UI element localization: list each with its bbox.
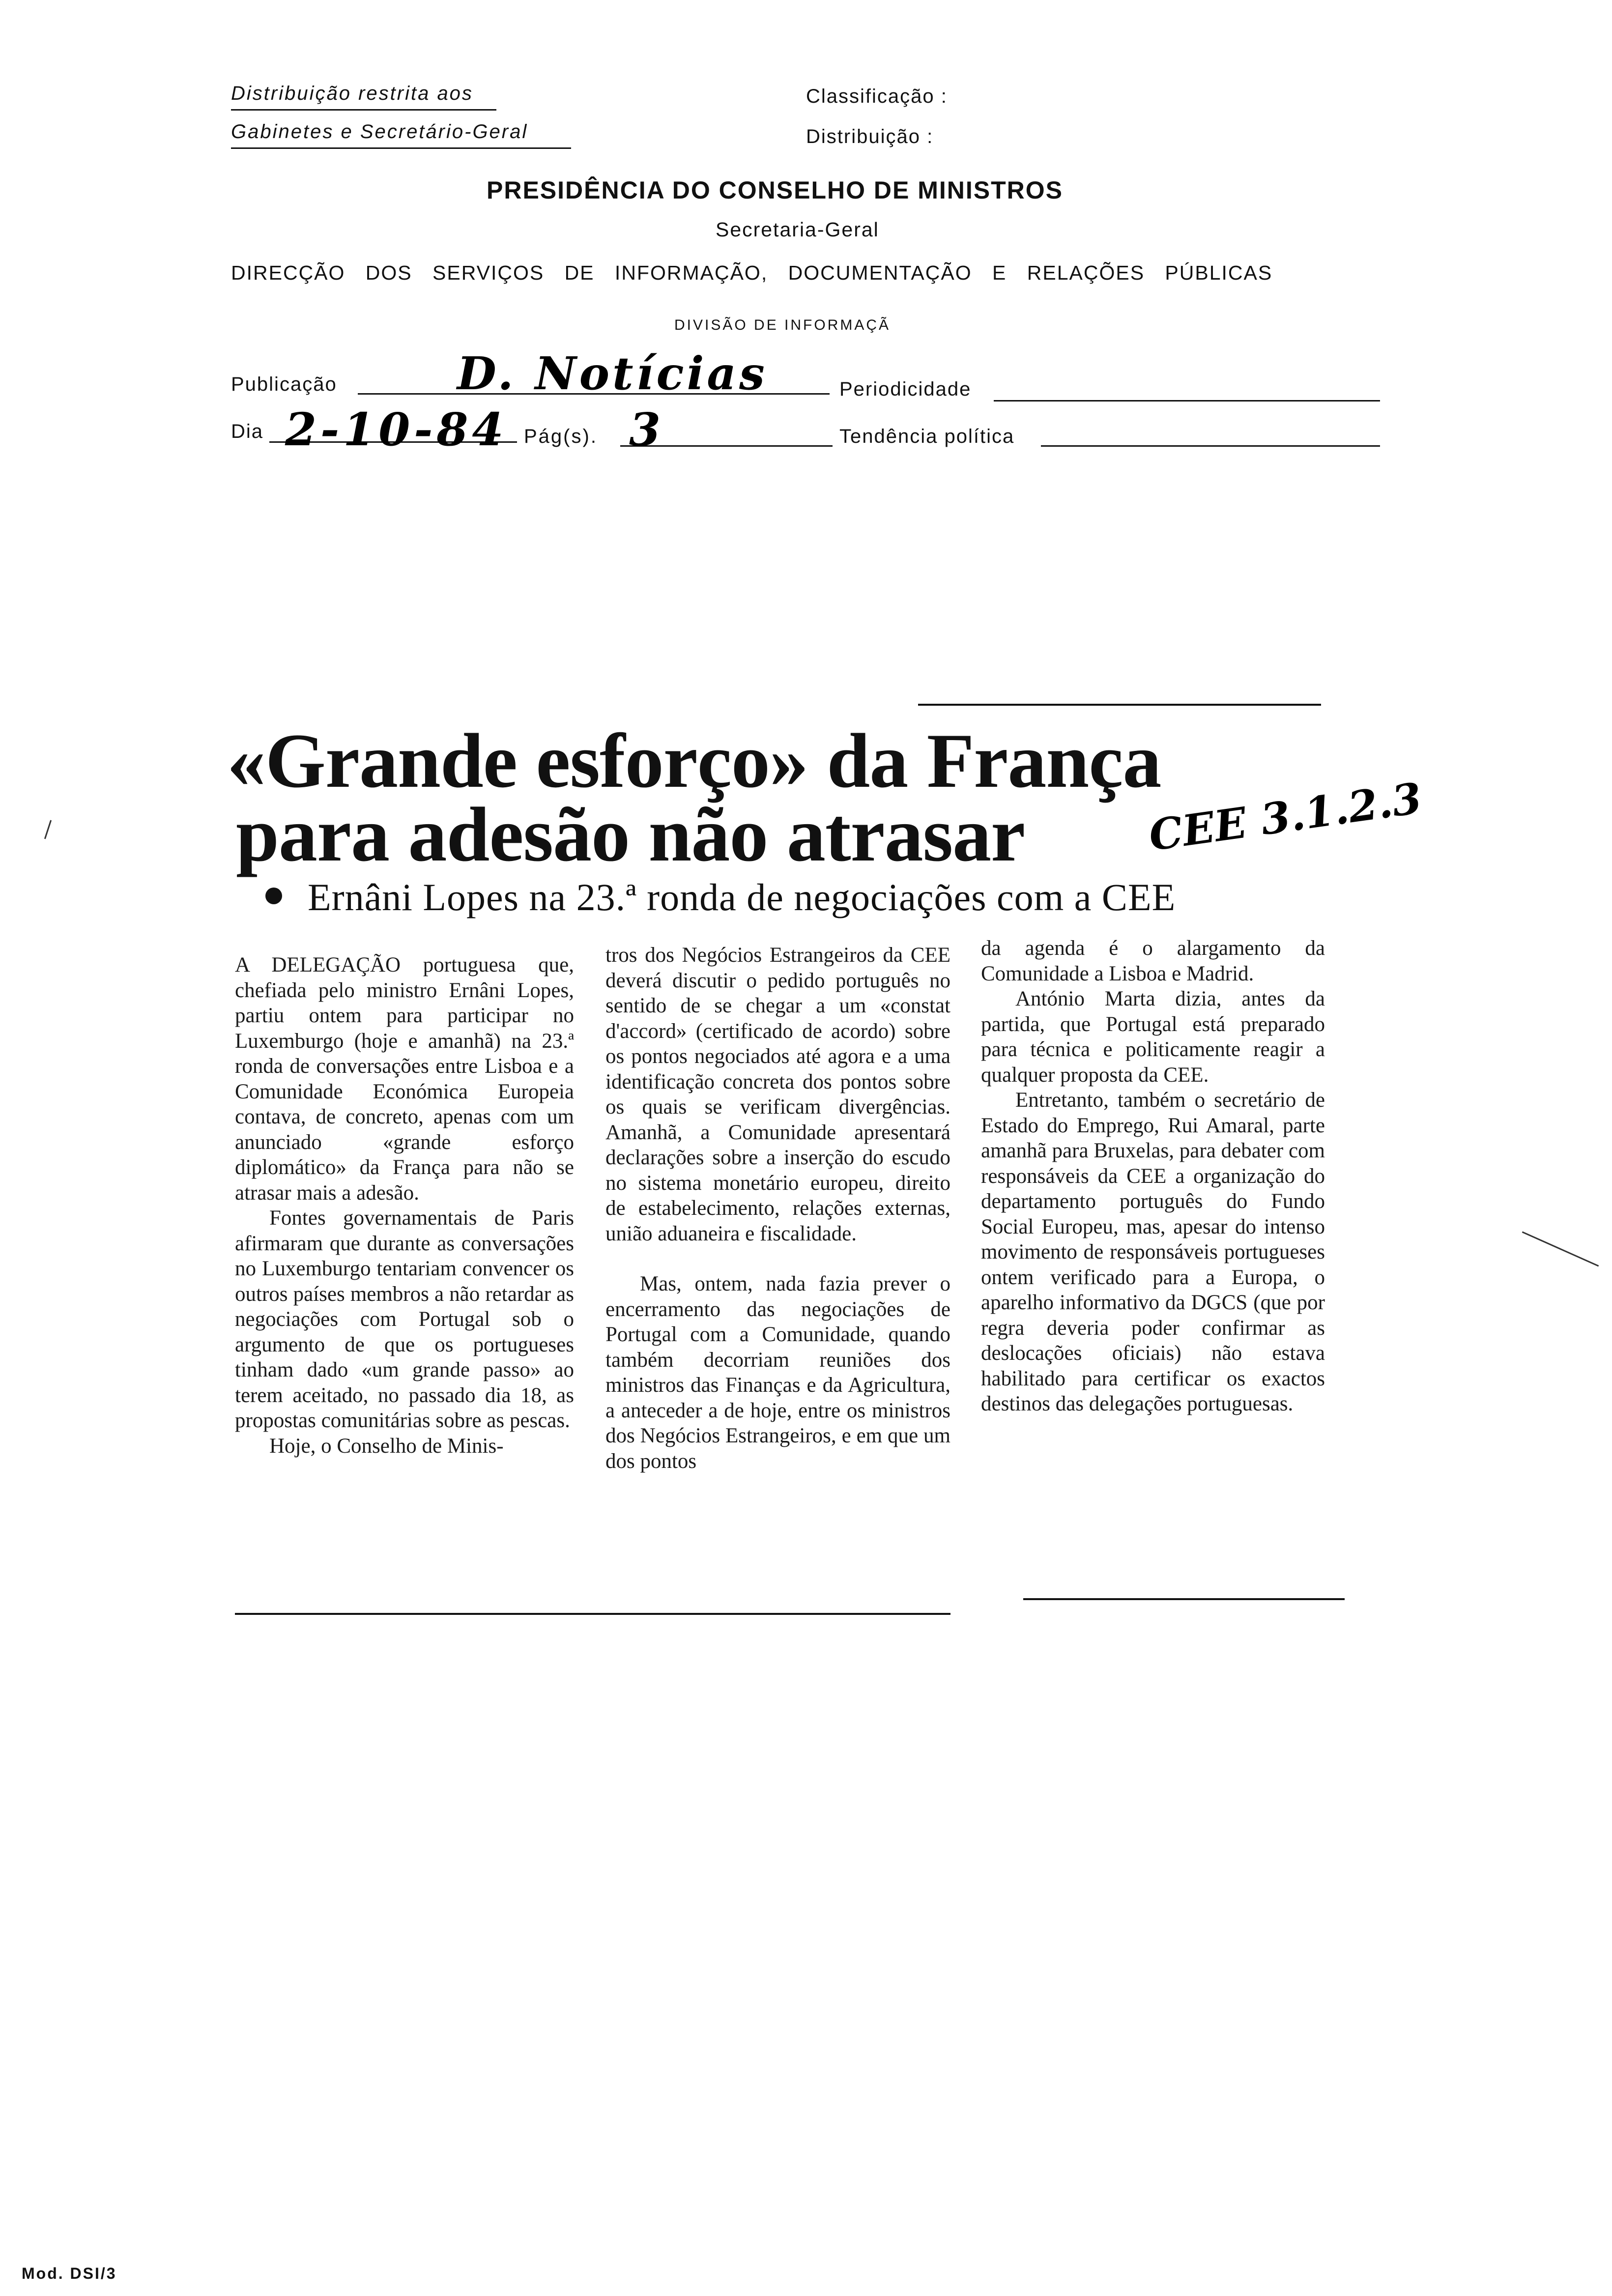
article-column-3	[981, 936, 1325, 1590]
article-column-2	[605, 943, 950, 1611]
publication-label: Publicação	[231, 373, 337, 395]
tendency-label: Tendência política	[839, 426, 1015, 447]
article-bottom-rule-right	[1023, 1598, 1345, 1600]
headline-line2: para adesão não atrasar	[236, 792, 1025, 878]
org-subtitle: Secretaria-Geral	[716, 218, 879, 241]
article-column-1	[235, 952, 574, 1611]
column1-paragraph1: A DELEGAÇÃO portuguesa que, chefiada pelo ministro Ernâni Lopes, partiu ontem para participar no Luxemburgo (hoje e amanhã) na 23.ª ronda de conversações entre Lisboa e a Comunidade Económica Europeia contava, de concreto, apenas com um anunciado «grande esforço diplomático» da França para não se atrasar mais a adesão.	[235, 953, 574, 1205]
directorate-line: DIRECÇÃO DOS SERVIÇOS DE INFORMAÇÃO, DOCUMENTAÇÃO E RELAÇÕES PÚBLICAS	[231, 261, 1273, 284]
day-value-handwritten: 2-10-84	[285, 403, 508, 456]
column3-paragraph1: da agenda é o alargamento da Comunidade a Lisboa e Madrid.	[981, 937, 1325, 985]
column2-paragraph1: tros dos Negócios Estrangeiros da CEE deverá discutir o pedido português no sentido de se chegar a um «constat d'accord» (certificado de acordo) sobre os pontos negociados até agora e a uma identificação concreta dos pontos sobre os quais se verificam divergências. Amanhã, a Comunidade apresentará declarações sobre a inserção do escudo no sistema monetário europeu, direito de estabelecimento, relações externas, união aduaneira e fiscalidade.	[605, 944, 950, 1245]
pages-label: Pág(s).	[524, 426, 598, 447]
scan-mark-right	[1522, 1232, 1599, 1267]
handwritten-classification-note: CEE 3.1.2.3	[1146, 773, 1425, 861]
column1-paragraph2: Fontes governamentais de Paris afirmaram que durante as conversações no Luxemburgo tentariam convencer os outros países membros a não retardar as negociações com Portugal sob o argumento de que os portugueses tinham dado «um grande passo» ao terem aceitado, no passado dia 18, as propostas comunitárias sobre as pescas.	[235, 1206, 574, 1432]
publication-value-handwritten: D. Notícias	[457, 347, 768, 400]
headline-line1: «Grande esforço» da França	[227, 718, 1161, 804]
distribution-label: Distribuição :	[806, 126, 934, 147]
periodicity-label: Periodicidade	[839, 378, 972, 400]
column2-paragraph2: Mas, ontem, nada fazia prever o encerramento das negociações de Portugal com a Comunidade, quando também decorriam reuniões dos ministros das Finanças e da Agricultura, a anteceder a de hoje, entre os ministros dos Negócios Estrangeiros, e em que um dos pontos	[605, 1272, 950, 1473]
periodicity-field-line	[994, 400, 1380, 402]
distribution-restriction-line2: Gabinetes e Secretário-Geral	[231, 121, 528, 143]
article-bottom-rule-left	[235, 1613, 950, 1615]
column3-paragraph3: Entretanto, também o secretário de Estado do Emprego, Rui Amaral, parte amanhã para Bruxelas, para debater com responsáveis da CEE a organização do departamento português do Fundo Social Europeu, mas, apesar do intenso movimento de responsáveis portugueses ontem verificado para a Europa, o aparelho informativo da DGCS (que por regra deveria poder confirmar as deslocações oficiais) não estava habilitado para certificar os exactos destinos das delegações portuguesas.	[981, 1089, 1325, 1415]
underline-distribution-2	[231, 147, 571, 149]
form-code: Mod. DSI/3	[22, 2265, 117, 2282]
classification-label: Classificação :	[806, 86, 948, 107]
pages-value-handwritten: 3	[629, 403, 661, 456]
division-label: DIVISÃO DE INFORMAÇÃ	[674, 317, 891, 333]
column3-paragraph2: António Marta dizia, antes da partida, que Portugal está preparado para técnica e politicamente reagir a qualquer proposta da CEE.	[981, 987, 1325, 1087]
subhead-bullet	[265, 888, 282, 904]
org-title: PRESIDÊNCIA DO CONSELHO DE MINISTROS	[487, 176, 1064, 204]
column1-paragraph3: Hoje, o Conselho de Minis-	[269, 1434, 504, 1458]
distribution-restriction-line1: Distribuição restrita aos	[231, 83, 473, 104]
day-label: Dia	[231, 421, 264, 442]
underline-distribution-1	[231, 109, 496, 111]
scan-mark-left	[44, 820, 52, 839]
subhead: Ernâni Lopes na 23.ª ronda de negociações com a CEE	[308, 876, 1176, 918]
tendency-field-line	[1041, 445, 1380, 447]
article-top-rule	[918, 704, 1321, 706]
